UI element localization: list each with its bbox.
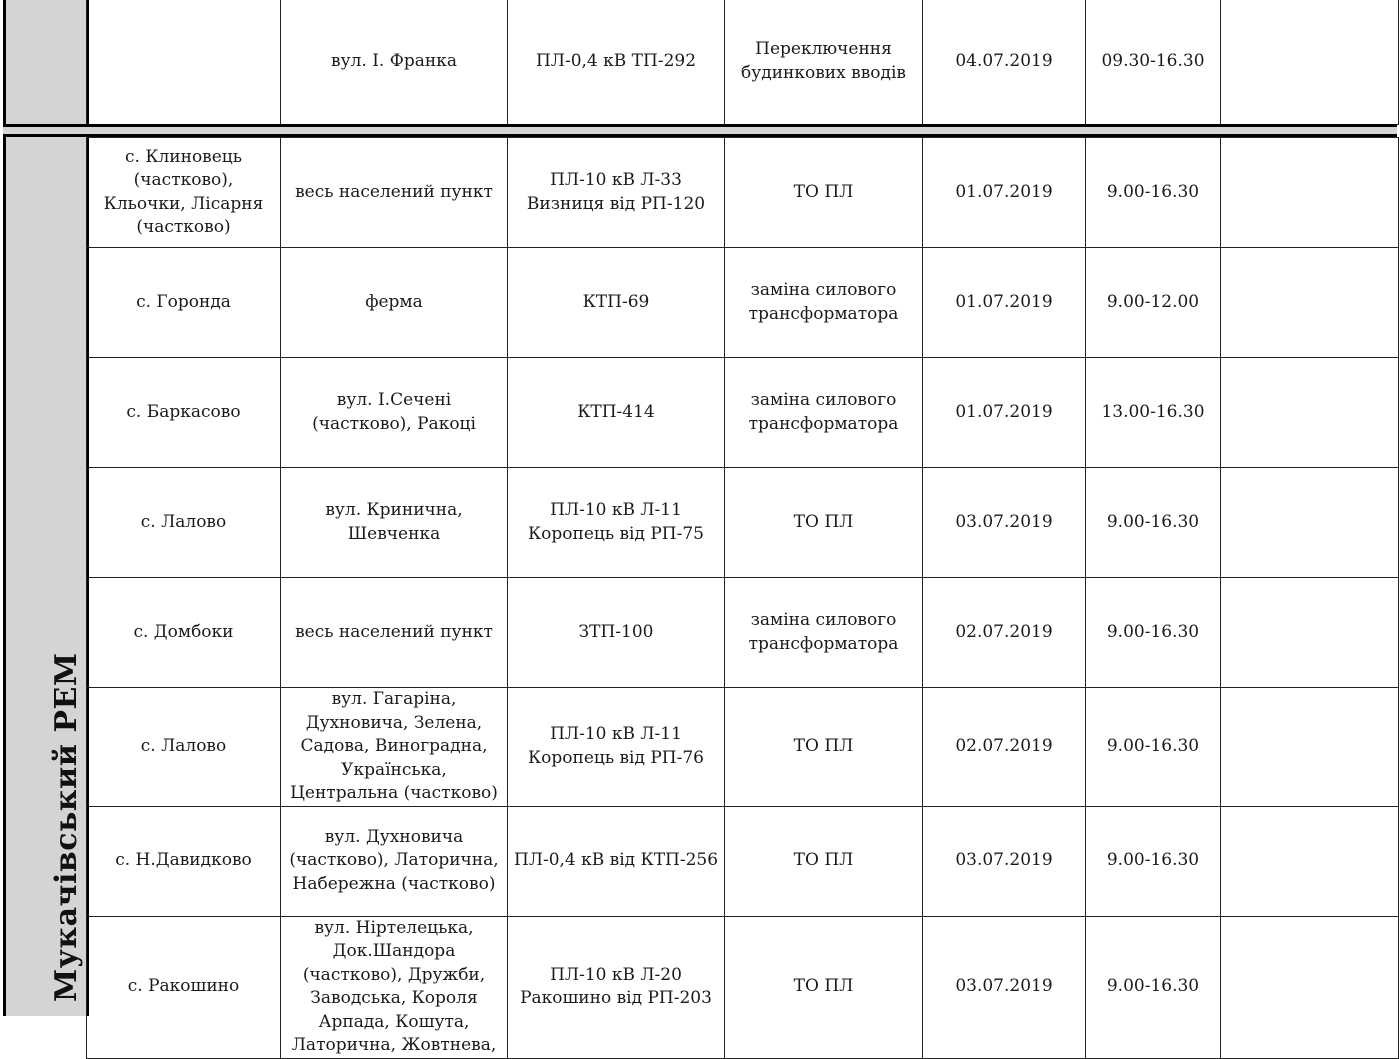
work-cell: ТО ПЛ [725, 468, 923, 578]
date-cell: 02.07.2019 [923, 688, 1086, 807]
line-cell: ПЛ-0,4 кВ від КТП-256 [508, 806, 725, 916]
time-cell: 9.00-16.30 [1086, 578, 1221, 688]
note-cell [1221, 688, 1399, 807]
date-cell: 03.07.2019 [923, 806, 1086, 916]
time-cell: 9.00-16.30 [1086, 468, 1221, 578]
time-cell: 9.00-16.30 [1086, 806, 1221, 916]
streets-cell: вул. Духновича (частково), Латорична, Набережна (частково) [281, 806, 508, 916]
date-cell: 04.07.2019 [923, 0, 1086, 124]
top-table [86, 0, 1399, 125]
date-cell: 01.07.2019 [923, 138, 1086, 248]
time-cell: 9.00-16.30 [1086, 138, 1221, 248]
table-row [87, 468, 1399, 578]
time-cell: 13.00-16.30 [1086, 358, 1221, 468]
note-cell [1221, 248, 1399, 358]
line-cell: ПЛ-10 кВ Л-33 Визниця від РП-120 [508, 138, 725, 248]
date-cell: 01.07.2019 [923, 358, 1086, 468]
table-row [87, 358, 1399, 468]
line-cell: ЗТП-100 [508, 578, 725, 688]
settlement-cell: с. Баркасово [87, 358, 281, 468]
line-cell: ПЛ-10 кВ Л-20 Ракошино від РП-203 [508, 916, 725, 1058]
work-cell: заміна силового трансформатора [725, 358, 923, 468]
note-cell [1221, 916, 1399, 1058]
settlement-cell: с. Н.Давидково [87, 806, 281, 916]
streets-cell: вул. І. Франка [281, 0, 508, 124]
line-cell: ПЛ-0,4 кВ ТП-292 [508, 0, 725, 124]
time-cell: 9.00-16.30 [1086, 916, 1221, 1058]
work-cell: заміна силового трансформатора [725, 248, 923, 358]
date-cell: 03.07.2019 [923, 468, 1086, 578]
streets-cell: вул. Гагаріна, Духновича, Зелена, Садова, Виноградна, Українська, Центральна (частково) [281, 688, 508, 807]
settlement-cell: с. Домбоки [87, 578, 281, 688]
line-cell: КТП-69 [508, 248, 725, 358]
streets-cell: весь населений пункт [281, 578, 508, 688]
settlement-cell: с. Клиновець (частково), Кльочки, Лісарня (частково) [87, 138, 281, 248]
note-cell [1221, 138, 1399, 248]
table-row [87, 138, 1399, 248]
note-cell [1221, 578, 1399, 688]
settlement-cell: с. Ракошино [87, 916, 281, 1058]
settlement-cell: с. Горонда [87, 248, 281, 358]
settlement-cell: с. Лалово [87, 688, 281, 807]
district-column: Мукачівський РЕМ [3, 137, 89, 1016]
time-cell: 9.00-16.30 [1086, 688, 1221, 807]
streets-cell: ферма [281, 248, 508, 358]
work-cell: ТО ПЛ [725, 138, 923, 248]
streets-cell: вул. Кринична, Шевченка [281, 468, 508, 578]
line-cell: ПЛ-10 кВ Л-11 Коропець від РП-75 [508, 468, 725, 578]
note-cell [1221, 0, 1399, 124]
section-divider [3, 124, 1397, 137]
settlement-cell: с. Лалово [87, 468, 281, 578]
work-cell: заміна силового трансформатора [725, 578, 923, 688]
note-cell [1221, 806, 1399, 916]
work-cell: ТО ПЛ [725, 688, 923, 807]
note-cell [1221, 358, 1399, 468]
table-row [87, 0, 1399, 124]
schedule-table [86, 137, 1399, 1059]
streets-cell: вул. Ніртелецька, Док.Шандора (частково), Дружби, Заводська, Короля Арпада, Кошута, Латорична, Жовтнева, [281, 916, 508, 1058]
table-row [87, 688, 1399, 807]
work-cell: ТО ПЛ [725, 916, 923, 1058]
streets-cell: весь населений пункт [281, 138, 508, 248]
table-row [87, 806, 1399, 916]
date-cell: 03.07.2019 [923, 916, 1086, 1058]
note-cell [1221, 468, 1399, 578]
date-cell: 02.07.2019 [923, 578, 1086, 688]
time-cell: 09.30-16.30 [1086, 0, 1221, 124]
streets-cell: вул. І.Сечені (частково), Ракоці [281, 358, 508, 468]
table-row [87, 578, 1399, 688]
settlement-cell [87, 0, 281, 124]
date-cell: 01.07.2019 [923, 248, 1086, 358]
line-cell: ПЛ-10 кВ Л-11 Коропець від РП-76 [508, 688, 725, 807]
work-cell: Переключення будинкових вводів [725, 0, 923, 124]
time-cell: 9.00-12.00 [1086, 248, 1221, 358]
table-row [87, 916, 1399, 1058]
top-gray-column [3, 0, 89, 124]
work-cell: ТО ПЛ [725, 806, 923, 916]
line-cell: КТП-414 [508, 358, 725, 468]
table-row [87, 248, 1399, 358]
